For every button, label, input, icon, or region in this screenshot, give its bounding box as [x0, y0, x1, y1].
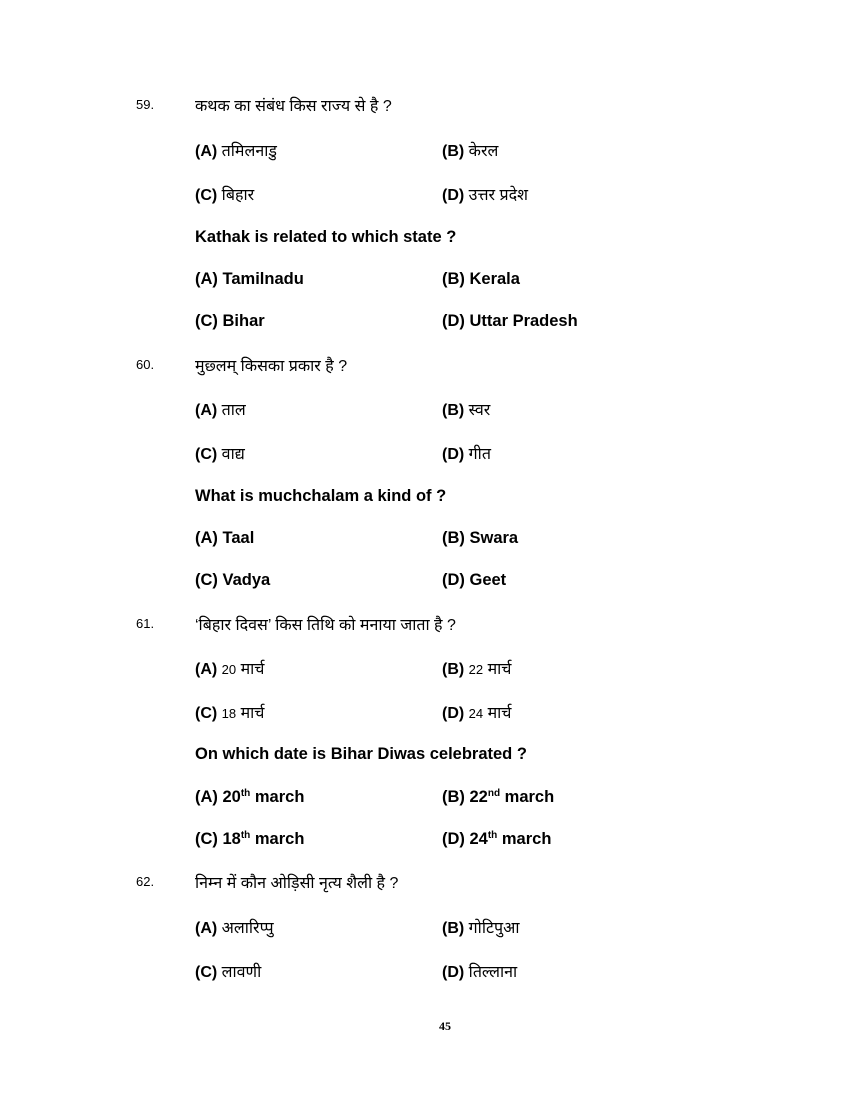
english-option-b: (B) 22nd march [442, 788, 555, 806]
question-number: 61. [136, 616, 155, 631]
english-option-d: (D) Geet [442, 571, 507, 589]
question-hindi-text: कथक का संबंध किस राज्य से है ? [195, 98, 392, 115]
question-hindi-text: ‘बिहार दिवस’ किस तिथि को मनाया जाता है ? [195, 617, 456, 634]
question-number: 60. [136, 357, 155, 372]
english-option-b: (B) Swara [442, 529, 519, 547]
hindi-option-a: (A) अलारिप्पु [195, 920, 274, 937]
question-hindi-text: निम्न में कौन ओड़िसी नृत्य शैली है ? [195, 875, 399, 892]
hindi-option-b: (B) गोटिपुआ [442, 920, 520, 937]
hindi-option-b: (B) केरल [442, 143, 499, 160]
hindi-option-a: (A) 20 मार्च [195, 661, 265, 678]
hindi-option-a: (A) तमिलनाडु [195, 143, 277, 160]
question-number: 62. [136, 874, 155, 889]
english-option-a: (A) 20th march [195, 788, 305, 806]
hindi-option-d: (D) तिल्लाना [442, 964, 518, 981]
question-hindi-text: मुछ्लम् किसका प्रकार है ? [195, 358, 348, 375]
english-option-c: (C) 18th march [195, 830, 305, 848]
hindi-option-d: (D) 24 मार्च [442, 705, 512, 722]
hindi-option-c: (C) लावणी [195, 964, 262, 981]
question-english-text: Kathak is related to which state ? [195, 228, 457, 246]
english-option-a: (A) Tamilnadu [195, 270, 304, 288]
english-option-b: (B) Kerala [442, 270, 520, 288]
hindi-option-d: (D) उत्तर प्रदेश [442, 187, 528, 204]
hindi-option-a: (A) ताल [195, 402, 246, 419]
hindi-option-c: (C) वाद्य [195, 446, 245, 463]
hindi-option-b: (B) स्वर [442, 402, 491, 419]
english-option-c: (C) Bihar [195, 312, 265, 330]
page-number: 45 [439, 1019, 451, 1033]
hindi-option-d: (D) गीत [442, 446, 491, 463]
question-number: 59. [136, 97, 155, 112]
english-option-d: (D) 24th march [442, 830, 552, 848]
english-option-c: (C) Vadya [195, 571, 271, 589]
hindi-option-b: (B) 22 मार्च [442, 661, 512, 678]
english-option-a: (A) Taal [195, 529, 255, 547]
hindi-option-c: (C) 18 मार्च [195, 705, 265, 722]
question-english-text: What is muchchalam a kind of ? [195, 487, 447, 505]
hindi-option-c: (C) बिहार [195, 187, 255, 204]
question-english-text: On which date is Bihar Diwas celebrated ? [195, 745, 527, 763]
english-option-d: (D) Uttar Pradesh [442, 312, 578, 330]
